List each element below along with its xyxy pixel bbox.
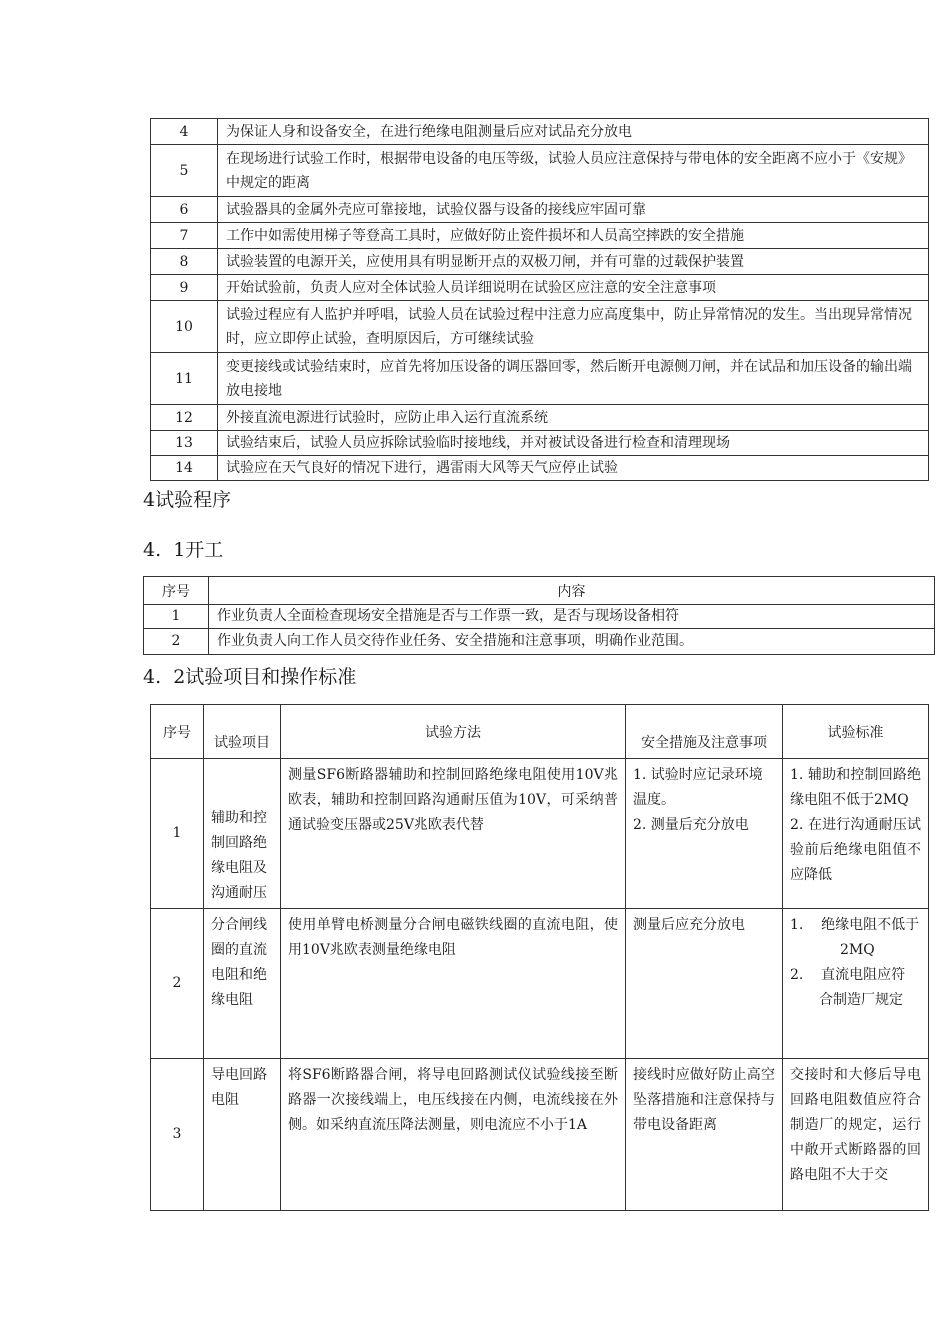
table-row: [151, 759, 929, 909]
row-number: 1: [144, 605, 209, 629]
section-heading-4: 4试验程序: [143, 489, 232, 511]
row-text: 变更接线或试验结束时，应首先将加压设备的调压器回零，然后断开电源侧刀闸，并在试品和加压设备的输出端放电接地: [218, 353, 929, 405]
table-row: [151, 223, 929, 249]
table-row: [151, 119, 929, 145]
row-number: 7: [151, 223, 218, 249]
header-no: 序号: [144, 577, 209, 605]
standard-line: 合制造厂规定: [819, 992, 903, 1008]
safety-measures: [626, 909, 783, 1059]
row-number: 14: [151, 456, 218, 481]
header-no: 序号: [151, 705, 204, 759]
safety-line: 1. 试验时应记录环境温度。: [633, 767, 763, 808]
table-row: [151, 405, 929, 431]
standard-line: 交接时和大修后导电回路电阻数值应符合制造厂的规定，运行中敞开式断路器的回路电阻不大于交: [790, 1067, 921, 1183]
row-number: 2: [144, 629, 209, 655]
section-heading-4-2: 4. 2试验项目和操作标准: [143, 666, 357, 688]
row-text: 试验器具的金属外壳应可靠接地，试验仪器与设备的接线应牢固可靠: [218, 197, 929, 223]
test-method: 测量SF6断路器辅助和控制回路绝缘电阻使用10V兆欧表，辅助和控制回路沟通耐压值为10V，可采纳普通试验变压器或25V兆欧表代替: [281, 759, 626, 909]
header-content: 内容: [209, 577, 935, 605]
test-method: 使用单臂电桥测量分合闸电磁铁线圈的直流电阻，使用10V兆欧表测量绝缘电阻: [281, 909, 626, 1059]
safety-measures: [626, 1059, 783, 1211]
header-standard: 试验标准: [783, 705, 929, 759]
standard-line: 2MQ: [840, 942, 875, 958]
row-text: 试验结束后，试验人员应拆除试验临时接地线，并对被试设备进行检查和清理现场: [218, 431, 929, 456]
row-text: 开始试验前，负责人应对全体试验人员详细说明在试验区应注意的安全注意事项: [218, 275, 929, 301]
table-row: [144, 629, 935, 655]
row-number: 10: [151, 301, 218, 353]
row-text: 试验过程应有人监护并呼唱，试验人员在试验过程中注意力应高度集中，防止异常情况的发生。当出现异常情况时，应立即停止试验，查明原因后，方可继续试验: [218, 301, 929, 353]
row-number: 13: [151, 431, 218, 456]
standard-line: 2. 在进行沟通耐压试验前后绝缘电阻值不应降低: [790, 817, 921, 883]
safety-measures: [626, 759, 783, 909]
row-text: 作业负责人向工作人员交待作业任务、安全措施和注意事项，明确作业范围。: [209, 629, 935, 655]
row-number: 6: [151, 197, 218, 223]
row-text: 工作中如需使用梯子等登高工具时，应做好防止瓷件损坏和人员高空摔跌的安全措施: [218, 223, 929, 249]
header-safety: 安全措施及注意事项: [626, 705, 783, 759]
test-items-table: [150, 704, 929, 1211]
table-row: [151, 145, 929, 197]
table-row: [144, 605, 935, 629]
row-number: 12: [151, 405, 218, 431]
safety-items-table: [150, 118, 929, 481]
table-row: [151, 909, 929, 1059]
header-method: 试验方法: [281, 705, 626, 759]
test-item: 导电回路电阻: [204, 1059, 281, 1211]
test-item: 辅助和控制回路绝缘电阻及沟通耐压: [204, 759, 281, 909]
row-text: 试验装置的电源开关，应使用具有明显断开点的双极刀闸，并有可靠的过载保护装置: [218, 249, 929, 275]
standard-line: 1. 辅助和控制回路绝缘电阻不低于2MQ: [790, 767, 921, 808]
row-text: 试验应在天气良好的情况下进行，遇雷雨大风等天气应停止试验: [218, 456, 929, 481]
row-number: 11: [151, 353, 218, 405]
table-row: [151, 1059, 929, 1211]
safety-line: 测量后应充分放电: [633, 917, 745, 933]
standard-line: 1. 绝缘电阻不低于: [790, 917, 920, 933]
table-row: [151, 353, 929, 405]
test-method: 将SF6断路器合闸，将导电回路测试仪试验线接至断路器一次接线端上，电压线接在内侧，电流线接在外侧。如采纳直流压降法测量，则电流应不小于1A: [281, 1059, 626, 1211]
row-number: 2: [151, 909, 204, 1059]
table-row: [151, 275, 929, 301]
row-number: 3: [151, 1059, 204, 1211]
row-number: 9: [151, 275, 218, 301]
start-work-table: [143, 576, 935, 655]
row-number: 8: [151, 249, 218, 275]
standard-line: 2. 直流电阻应符: [790, 967, 906, 983]
header-item: 试验项目: [204, 705, 281, 759]
table-header-row: [144, 577, 935, 605]
row-number: 5: [151, 145, 218, 197]
row-number: 4: [151, 119, 218, 145]
row-text: 外接直流电源进行试验时，应防止串入运行直流系统: [218, 405, 929, 431]
row-text: 在现场进行试验工作时，根据带电设备的电压等级，试验人员应注意保持与带电体的安全距离不应小于《安规》中规定的距离: [218, 145, 929, 197]
test-standard: [783, 759, 929, 909]
table-row: [151, 431, 929, 456]
test-standard: [783, 909, 929, 1059]
table-row: [151, 301, 929, 353]
row-text: 作业负责人全面检查现场安全措施是否与工作票一致，是否与现场设备相符: [209, 605, 935, 629]
test-standard: [783, 1059, 929, 1211]
row-number: 1: [151, 759, 204, 909]
section-heading-4-1: 4. 1开工: [143, 539, 224, 561]
table-row: [151, 249, 929, 275]
table-row: [151, 456, 929, 481]
table-row: [151, 197, 929, 223]
row-text: 为保证人身和设备安全，在进行绝缘电阻测量后应对试品充分放电: [218, 119, 929, 145]
test-item: 分合闸线圈的直流电阻和绝缘电阻: [204, 909, 281, 1059]
table-header-row: [151, 705, 929, 759]
safety-line: 接线时应做好防止高空坠落措施和注意保持与带电设备距离: [633, 1067, 775, 1133]
safety-line: 2. 测量后充分放电: [633, 817, 749, 833]
